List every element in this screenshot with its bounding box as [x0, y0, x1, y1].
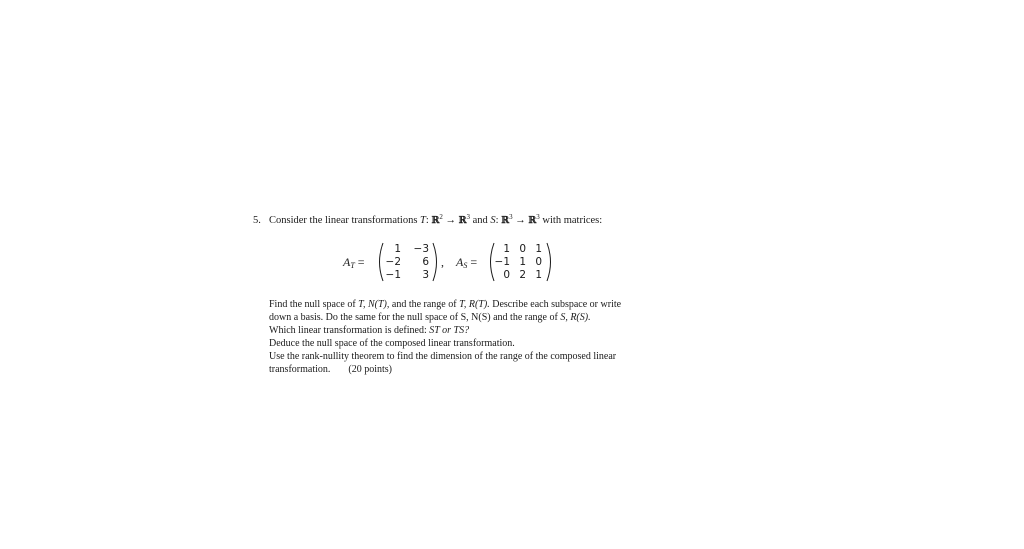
- l2-a: down a basis. Do the same for the null space of S, N(S) and the range of: [269, 312, 561, 323]
- problem-intro: [253, 214, 673, 228]
- matrix-t-cell-r2-c1: −2: [385, 256, 401, 268]
- l6-b: (20 points): [348, 364, 392, 375]
- body-line-3: [269, 324, 669, 337]
- problem-5: [253, 213, 673, 375]
- intro-prefix: Consider the linear transformations: [269, 215, 421, 226]
- matrix-t-grid: [385, 243, 429, 282]
- l6-a: transformation.: [269, 364, 331, 375]
- matrix-s-cell-r2-c3: 0: [535, 256, 542, 268]
- dim-3-c: 3: [536, 213, 540, 221]
- matrix-t-equals: =: [357, 255, 365, 269]
- reals-symbol-2: ℝ: [458, 215, 467, 226]
- colon-2: :: [495, 215, 499, 226]
- matrix-s-cell-r2-c2: 1: [519, 256, 526, 268]
- with-text: with matrices:: [539, 215, 603, 226]
- body-line-4: Deduce the null space of the composed linear transformation.: [269, 338, 515, 349]
- matrix-separator: ,: [441, 255, 444, 269]
- matrix-s-equals: =: [470, 255, 478, 269]
- matrix-s-cell-r3-c2: 2: [519, 269, 526, 281]
- l3-a: Which linear transformation is defined:: [269, 325, 430, 336]
- matrix-s-right-paren-icon: [546, 242, 554, 282]
- dim-2: 2: [439, 213, 443, 221]
- body-line-1: [269, 298, 669, 311]
- matrix-s-cell-r2-c1: −1: [494, 256, 510, 268]
- matrix-t-cell-r1-c1: 1: [394, 243, 401, 255]
- matrix-t-cell-r3-c2: 3: [422, 269, 429, 281]
- matrix-t-cell-r1-c2: −3: [413, 243, 429, 255]
- body-line-5: Use the rank-nullity theorem to find the dimension of the range of the composed linear: [269, 351, 617, 362]
- l1-d: T, R(T).: [459, 299, 490, 310]
- reals-symbol-1: ℝ: [431, 215, 440, 226]
- problem-body: [269, 298, 669, 376]
- matrix-t-cell-r3-c1: −1: [385, 269, 401, 281]
- l1-b: T, N(T),: [358, 299, 390, 310]
- matrix-t-letter: A: [343, 255, 351, 269]
- matrix-s-cell-r1-c3: 1: [535, 243, 542, 255]
- matrix-s-label: [456, 255, 477, 270]
- matrices-row: [343, 240, 663, 286]
- matrix-s-cell-r1-c1: 1: [503, 243, 510, 255]
- matrix-s-letter: A: [456, 255, 464, 269]
- problem-number: 5.: [253, 215, 261, 226]
- t-name: T: [420, 215, 426, 226]
- matrix-t-left-paren-icon: [376, 242, 384, 282]
- reals-symbol-4: ℝ: [528, 215, 537, 226]
- matrix-s-grid: [494, 243, 542, 282]
- matrix-s-cell-r3-c1: 0: [503, 269, 510, 281]
- matrix-t-cell-r2-c2: 6: [422, 256, 429, 268]
- and-text: and: [470, 215, 491, 226]
- arrow-2: →: [515, 215, 526, 226]
- l2-b: S, R(S).: [560, 312, 591, 323]
- dim-3-a: 3: [466, 213, 470, 221]
- colon-1: :: [425, 215, 429, 226]
- arrow-1: →: [445, 215, 456, 226]
- l1-c: and the range of: [389, 299, 460, 310]
- matrix-s-cell-r1-c2: 0: [519, 243, 526, 255]
- reals-symbol-3: ℝ: [501, 215, 510, 226]
- matrix-s-subscript: S: [463, 261, 468, 270]
- body-line-6: [269, 363, 669, 376]
- matrix-t-label: [343, 255, 365, 270]
- dim-3-b: 3: [509, 213, 513, 221]
- body-line-2: [269, 311, 669, 324]
- l1-e: Describe each subspace or write: [489, 299, 622, 310]
- l1-a: Find the null space of: [269, 299, 359, 310]
- matrix-s-cell-r3-c3: 1: [535, 269, 542, 281]
- l3-b: ST or TS?: [429, 325, 470, 336]
- matrix-t-subscript: T: [350, 261, 355, 270]
- s-name: S: [490, 215, 496, 226]
- matrix-t-right-paren-icon: [432, 242, 440, 282]
